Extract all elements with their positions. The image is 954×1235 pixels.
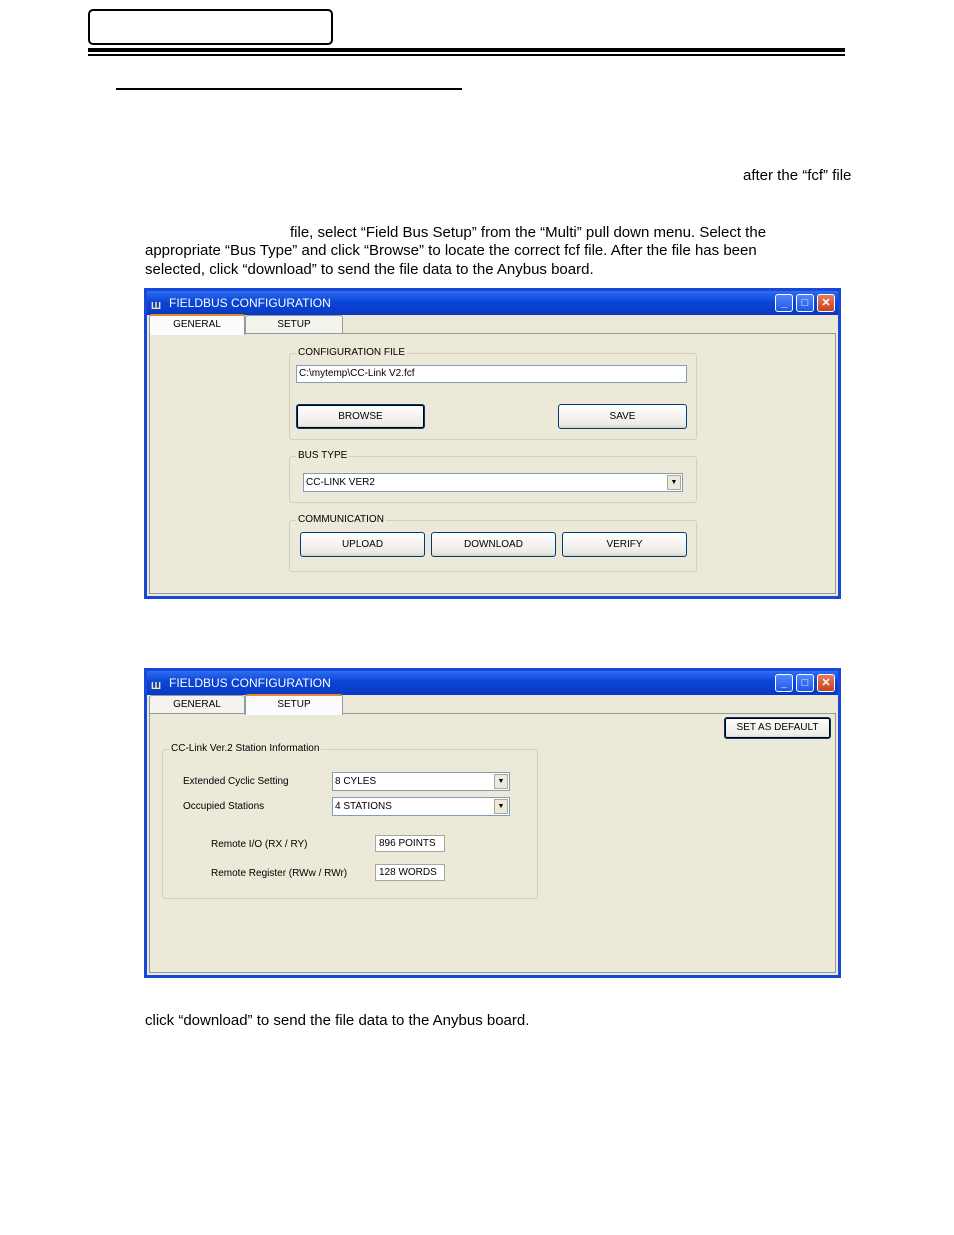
- window-client: [147, 695, 838, 975]
- bus-type-label: BUS TYPE: [298, 450, 348, 461]
- configuration-file-label: CONFIGURATION FILE: [298, 347, 406, 358]
- verify-button[interactable]: VERIFY: [562, 532, 687, 557]
- extended-cyclic-value: 8 CYLES: [335, 776, 377, 787]
- header-box: [88, 9, 333, 45]
- upload-button[interactable]: UPLOAD: [300, 532, 425, 557]
- communication-group: [289, 514, 697, 572]
- tab-setup[interactable]: SETUP: [245, 694, 343, 715]
- maximize-icon[interactable]: □: [796, 294, 814, 312]
- dropdown-arrow-icon[interactable]: ▼: [494, 799, 508, 814]
- file-path-field[interactable]: C:\mytemp\CC-Link V2.fcf: [296, 365, 687, 383]
- remote-io-label: Remote I/O (RX / RY): [211, 839, 308, 850]
- close-icon[interactable]: ✕: [817, 674, 835, 692]
- paragraph-2-line-3: selected, click “download” to send the file data to the Anybus board.: [145, 261, 594, 278]
- bus-type-select[interactable]: [303, 473, 683, 492]
- window-title: FIELDBUS CONFIGURATION: [169, 296, 331, 310]
- bus-type-group: [289, 450, 697, 503]
- bus-type-value: CC-LINK VER2: [306, 477, 375, 488]
- window-client: [147, 315, 838, 596]
- extended-cyclic-select[interactable]: [332, 772, 510, 791]
- fieldbus-config-window-setup: [144, 668, 841, 978]
- app-icon: Ш: [151, 301, 161, 312]
- download-button[interactable]: DOWNLOAD: [431, 532, 556, 557]
- title-bar[interactable]: [147, 671, 838, 695]
- occupied-stations-label: Occupied Stations: [183, 801, 265, 812]
- communication-label: COMMUNICATION: [298, 514, 384, 525]
- remote-register-label: Remote Register (RWw / RWr): [211, 868, 348, 879]
- paragraph-2-line-2: appropriate “Bus Type” and click “Browse” to locate the correct fcf file. After the file has been: [145, 242, 757, 259]
- extended-cyclic-label: Extended Cyclic Setting: [183, 776, 289, 787]
- fieldbus-config-window-general: [144, 288, 841, 599]
- tab-panel-setup: [149, 713, 836, 973]
- dropdown-arrow-icon[interactable]: ▼: [494, 774, 508, 789]
- tab-panel-general: [149, 333, 836, 594]
- header-rule: [88, 48, 845, 52]
- maximize-icon[interactable]: □: [796, 674, 814, 692]
- save-button[interactable]: SAVE: [558, 404, 687, 429]
- occupied-stations-value: 4 STATIONS: [335, 801, 392, 812]
- window-title: FIELDBUS CONFIGURATION: [169, 676, 331, 690]
- tab-setup[interactable]: SETUP: [245, 315, 343, 334]
- close-icon[interactable]: ✕: [817, 294, 835, 312]
- remote-register-value: 128 WORDS: [375, 864, 445, 881]
- minimize-icon[interactable]: _: [775, 674, 793, 692]
- title-bar[interactable]: [147, 291, 838, 315]
- section-underline: [116, 88, 462, 90]
- paragraph-1: after the “fcf” file: [743, 167, 852, 184]
- station-information-group: [162, 743, 538, 899]
- header-rule-thin: [88, 54, 845, 56]
- station-information-label: CC-Link Ver.2 Station Information: [171, 743, 320, 754]
- set-as-default-button[interactable]: SET AS DEFAULT: [724, 717, 831, 739]
- tab-general[interactable]: GENERAL: [149, 314, 245, 335]
- tab-general[interactable]: GENERAL: [149, 695, 245, 714]
- occupied-stations-select[interactable]: [332, 797, 510, 816]
- configuration-file-group: [289, 347, 697, 440]
- dropdown-arrow-icon[interactable]: ▼: [667, 475, 681, 490]
- minimize-icon[interactable]: _: [775, 294, 793, 312]
- browse-button[interactable]: BROWSE: [296, 404, 425, 429]
- paragraph-3: click “download” to send the file data to the Anybus board.: [145, 1012, 530, 1029]
- remote-io-value: 896 POINTS: [375, 835, 445, 852]
- app-icon: Ш: [151, 681, 161, 692]
- paragraph-2-line-1: file, select “Field Bus Setup” from the “Multi” pull down menu. Select the: [290, 224, 767, 241]
